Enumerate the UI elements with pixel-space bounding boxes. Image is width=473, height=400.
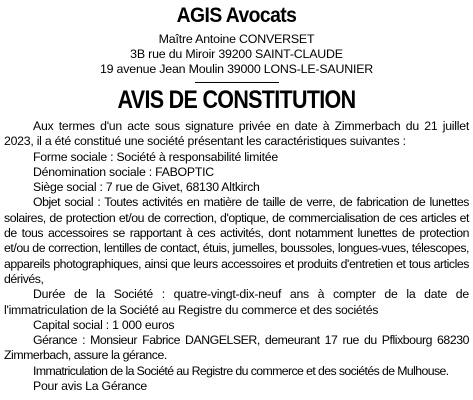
- immatriculation: Immatriculation de la Société au Registre du commerce et des sociétés de Mulhouse.: [33, 363, 449, 378]
- notice-body: [0, 119, 473, 394]
- lawyer-name: Maître Antoine CONVERSET: [158, 32, 315, 46]
- capital-social: Capital social : 1 000 euros: [33, 317, 175, 332]
- duree-societe: Durée de la Société : quatre-vingt-dix-neuf ans à compter de la date de l'immatriculation de la Société au Registre du commerce et des sociétés: [4, 287, 469, 317]
- signature: Pour avis La Gérance: [33, 379, 147, 394]
- forme-sociale: Forme sociale : Société à responsabilité limitée: [33, 149, 278, 164]
- address-saint-claude: 3B rue du Miroir 39200 SAINT-CLAUDE: [130, 47, 343, 61]
- siege-social: Siège social : 7 rue de Givet, 68130 Altkirch: [33, 180, 260, 195]
- firm-address-block: [0, 32, 473, 77]
- firm-name: AGIS Avocats: [176, 4, 297, 27]
- denomination-sociale: Dénomination sociale : FABOPTIC: [33, 164, 214, 179]
- objet-social: Objet social : Toutes activités en matière de taille de verre, de fabrication de lunettes solaires, de protection et/ou de correction, d'optique, de commercialisation de ces articles et de tous accessoires se rapportant à ces activités, dont notamment lunettes de protection et/ou de correction, lentilles de contact, étuis, jumelles, boussoles, longues-vues, télescopes, appareils photographiques, ainsi que leurs accessoires et produits d'entretien et tous articles dérivés,: [4, 195, 469, 286]
- separator-rule: [195, 82, 279, 83]
- gerance: Gérance : Monsieur Fabrice DANGELSER, demeurant 17 rue du Pflixbourg 68230 Zimmerbach, assure la gérance.: [4, 333, 469, 363]
- address-lons-le-saunier: 19 avenue Jean Moulin 39000 LONS-LE-SAUNIER: [99, 62, 374, 76]
- notice-title: AVIS DE CONSTITUTION: [117, 86, 356, 114]
- intro-paragraph: Aux termes d'un acte sous signature privée en date à Zimmerbach du 21 juillet 2023, il a été constitué une société présentant les caractéristiques suivantes :: [4, 119, 469, 149]
